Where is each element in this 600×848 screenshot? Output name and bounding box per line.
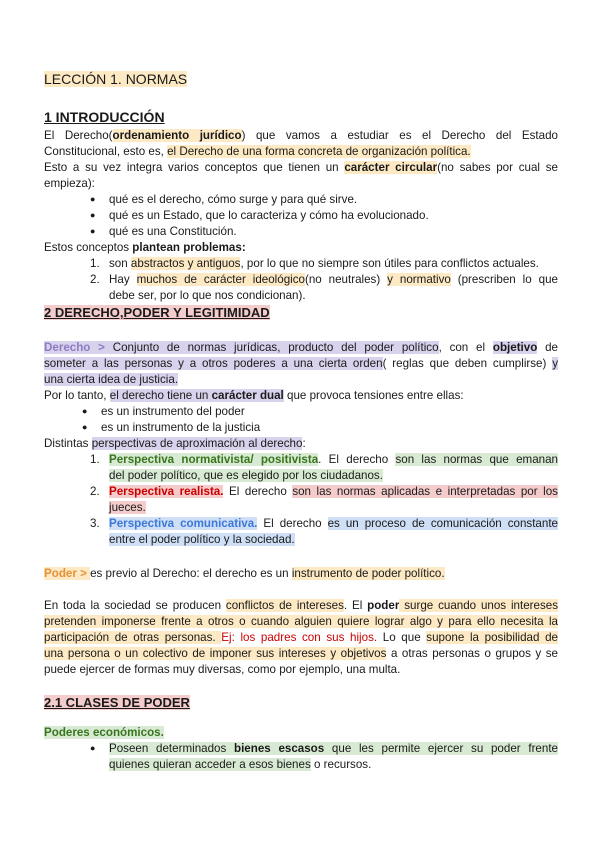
perspectives-intro: Distintas perspectivas de aproximación al derecho:: [44, 437, 306, 450]
list-item: qué es el derecho, cómo surge y para qué sirve.: [109, 193, 358, 206]
derecho-def-line-2: someter a las personas y a otros poderes a una cierta orden( reglas que deben cumplirse) y: [44, 357, 558, 370]
intro-para-line-1: El Derecho(ordenamiento jurídico) que vamos a estudiar es el Derecho del Estado: [44, 129, 558, 142]
conflict-para-line-1: En toda la sociedad se producen conflictos de intereses. El poder surge cuando unos intereses: [44, 599, 558, 612]
list-number: 1.: [90, 257, 100, 270]
list-item: Hay muchos de carácter ideológico(no neutrales) y normativo (prescriben lo que: [109, 273, 558, 286]
perspective-normativista: Perspectiva normativista/ positivista. El derecho son las normas que emanan: [109, 453, 558, 466]
intro-para-line-2: Constitucional, esto es, el Derecho de una forma concreta de organización política.: [44, 145, 471, 158]
perspective-normativista-cont: del poder político, que es elegido por los ciudadanos.: [109, 469, 383, 482]
list-item: qué es una Constitución.: [109, 225, 237, 238]
conflict-para-line-2: pretenden imponerse frente a otros o cuando alguien quiere lograr algo y para ello necesita la: [44, 615, 558, 628]
poder-definition: Poder > es previo al Derecho: el derecho es un instrumento de poder político.: [44, 567, 445, 580]
subsection-economic-powers: Poderes económicos.: [44, 726, 164, 739]
bullet-icon: ●: [90, 194, 96, 204]
conflict-para-line-3: participación de otras personas. Ej: los padres con sus hijos. Lo que supone la posibilidad de: [44, 631, 558, 644]
bullet-icon: ●: [90, 210, 96, 220]
problems-intro: Estos conceptos plantean problemas:: [44, 241, 246, 254]
conflict-para-line-4: una persona o un colectivo de imponer sus intereses y objetivos a otras personas o grupos y se: [44, 647, 558, 660]
perspective-realista-cont: jueces.: [109, 501, 146, 514]
bullet-icon: ●: [90, 743, 96, 753]
list-item: es un instrumento de la justicia: [101, 421, 261, 434]
derecho-def-line-1: Derecho > Conjunto de normas jurídicas, producto del poder político, con el objetivo de: [44, 341, 558, 354]
section-1-heading: 1 INTRODUCCIÓN: [44, 109, 165, 125]
conflict-para-line-5: puede ejercer de formas muy diversas, como por ejemplo, una multa.: [44, 663, 401, 676]
list-item: qué es un Estado, que lo caracteriza y cómo ha evolucionado.: [109, 209, 429, 222]
list-number: 3.: [90, 517, 100, 530]
list-number: 1.: [90, 453, 100, 466]
derecho-def-line-3: una cierta idea de justicia.: [44, 373, 179, 386]
section-2-heading: 2 DERECHO,PODER Y LEGITIMIDAD: [44, 305, 270, 320]
perspective-realista: Perspectiva realista. El derecho son las normas aplicadas e interpretadas por los: [109, 485, 558, 498]
bullet-icon: ●: [82, 406, 88, 416]
list-item-continued: debe ser, por lo que nos condicionan).: [109, 289, 306, 302]
perspective-comunicativa: Perspectiva comunicativa. El derecho es un proceso de comunicación constante: [109, 517, 558, 530]
list-item: es un instrumento del poder: [101, 405, 245, 418]
list-item: Poseen determinados bienes escasos que les permite ejercer su poder frente: [109, 742, 558, 755]
dual-character-line: Por lo tanto, el derecho tiene un carácter dual que provoca tensiones entre ellas:: [44, 389, 464, 402]
intro-para2-line-1: Esto a su vez integra varios conceptos que tienen un carácter circular(no sabes por cual se: [44, 161, 558, 174]
perspective-comunicativa-cont: entre el poder político y la sociedad.: [109, 533, 295, 546]
intro-para2-line-2: empieza):: [44, 177, 95, 190]
section-2-1-heading: 2.1 CLASES DE PODER: [44, 695, 190, 710]
list-item: son abstractos y antiguos, por lo que no siempre son útiles para conflictos actuales.: [109, 257, 539, 270]
list-number: 2.: [90, 485, 100, 498]
list-number: 2.: [90, 273, 100, 286]
list-item-continued: quienes quieran acceder a esos bienes o recursos.: [109, 758, 372, 771]
lesson-title: LECCIÓN 1. NORMAS: [44, 71, 188, 87]
bullet-icon: ●: [90, 226, 96, 236]
bullet-icon: ●: [82, 422, 88, 432]
